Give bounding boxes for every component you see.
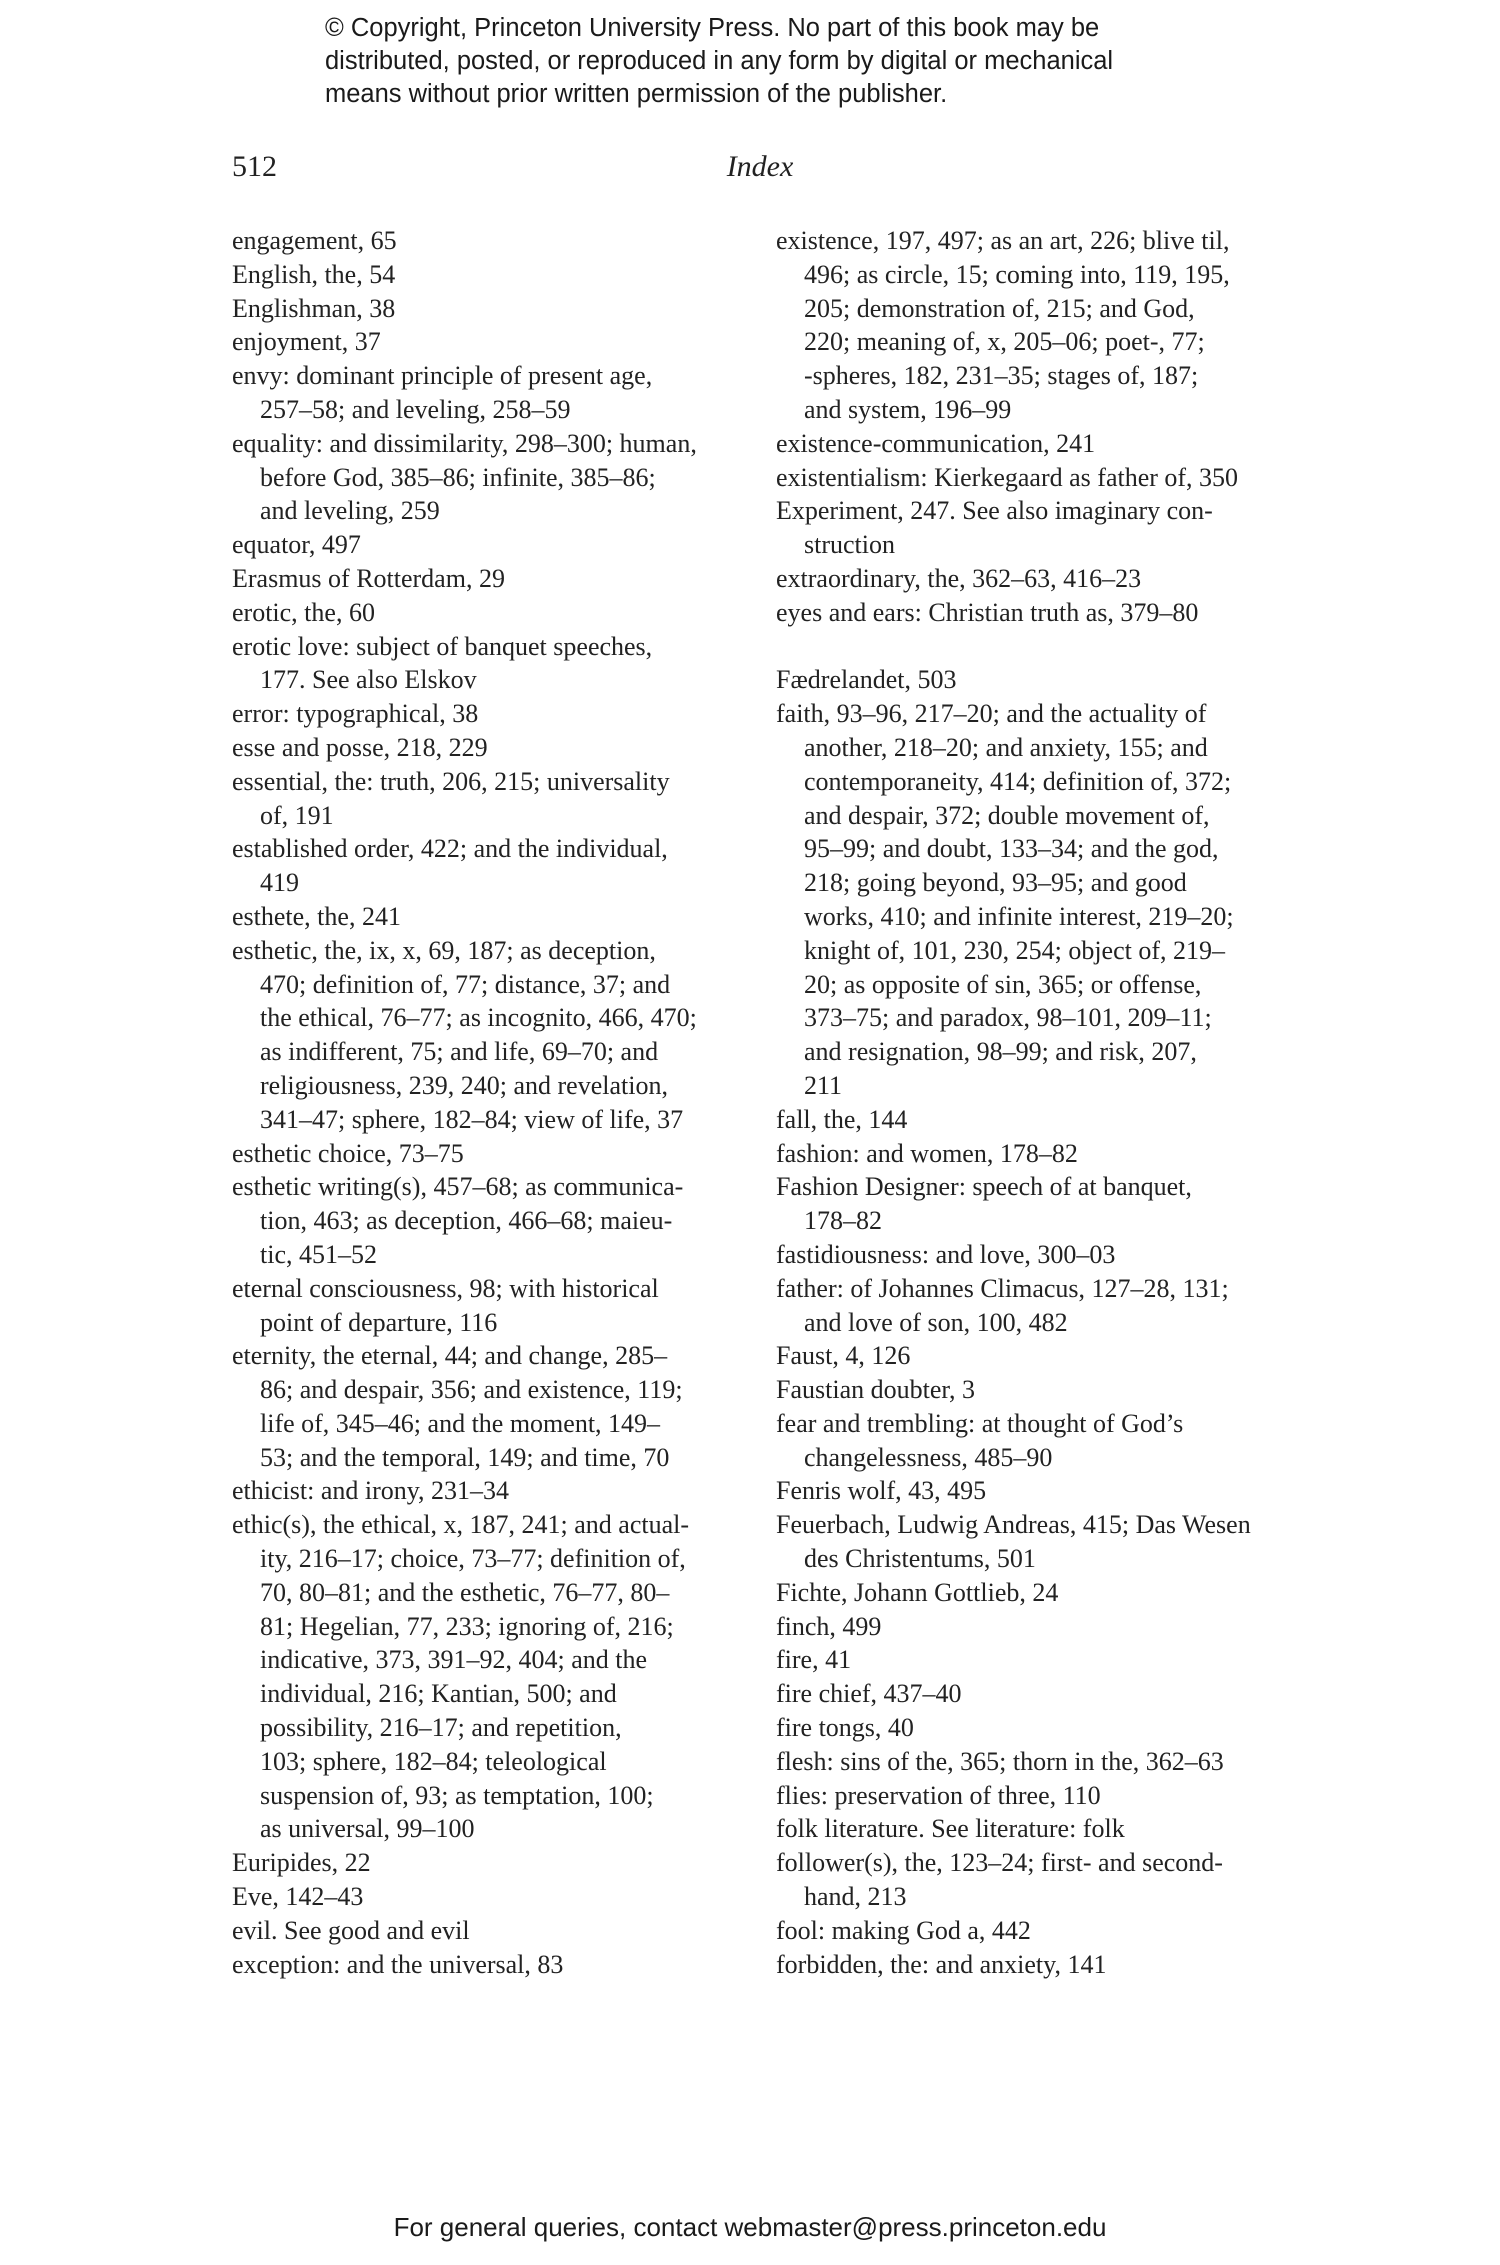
index-entry-line: works, 410; and infinite interest, 219–20;: [804, 901, 1234, 931]
index-entry-line: as indifferent, 75; and life, 69–70; and: [260, 1037, 659, 1067]
index-entry: [776, 1272, 1306, 1340]
index-entry-line: eternity, the eternal, 44; and change, 285–: [232, 1341, 668, 1371]
index-entry: [232, 325, 752, 359]
running-head: Index: [726, 150, 794, 183]
index-entry-line: of, 191: [260, 800, 334, 830]
index-entry-line: Fichte, Johann Gottlieb, 24: [776, 1577, 1059, 1607]
index-entry: [776, 1474, 1306, 1508]
index-entry-line: forbidden, the: and anxiety, 141: [776, 1949, 1107, 1979]
index-entry-line: esthetic writing(s), 457–68; as communica-: [232, 1172, 684, 1202]
index-entry-line: Eve, 142–43: [232, 1882, 364, 1912]
index-column-right: [776, 224, 1306, 1981]
index-entry-line: engagement, 65: [232, 226, 397, 255]
index-entry-line: fire tongs, 40: [776, 1713, 914, 1743]
index-entry-line: 81; Hegelian, 77, 233; ignoring of, 216;: [260, 1611, 674, 1641]
index-entry: [776, 663, 1306, 697]
index-entry: [776, 224, 1306, 427]
index-entry-line: 373–75; and paradox, 98–101, 209–11;: [804, 1003, 1212, 1033]
index-entry-line: des Christentums, 501: [804, 1544, 1036, 1574]
index-entry-line: indicative, 373, 391–92, 404; and the: [260, 1645, 648, 1675]
index-entry-line: ity, 216–17; choice, 73–77; definition of,: [260, 1544, 686, 1574]
index-entry-line: fool: making God a, 442: [776, 1915, 1031, 1945]
index-column-left: [232, 224, 752, 1981]
index-entry: [232, 1880, 752, 1914]
index-entry-line: and system, 196–99: [804, 394, 1012, 424]
index-entry: [232, 765, 752, 833]
index-entry-line: envy: dominant principle of present age,: [232, 361, 653, 391]
copyright-line: means without prior written permission of the publisher.: [325, 80, 948, 108]
index-entry-line: fire chief, 437–40: [776, 1679, 962, 1709]
index-entry: [776, 1812, 1306, 1846]
index-entry-line: -spheres, 182, 231–35; stages of, 187;: [804, 361, 1199, 391]
index-entry: [232, 292, 752, 326]
index-entry: [776, 596, 1306, 630]
index-entry-line: hand, 213: [804, 1882, 907, 1912]
index-entry-line: equality: and dissimilarity, 298–300; human,: [232, 428, 697, 458]
index-entry: [776, 1508, 1306, 1576]
page-number: 512: [232, 150, 277, 183]
index-entry-line: before God, 385–86; infinite, 385–86;: [260, 462, 656, 492]
index-entry: [232, 1474, 752, 1508]
index-entry-line: esthete, the, 241: [232, 901, 401, 931]
index-entry: [232, 1948, 752, 1982]
copyright-notice: [325, 12, 1325, 111]
index-entry: [776, 1643, 1306, 1677]
index-entry: [232, 1914, 752, 1948]
index-entry-line: as universal, 99–100: [260, 1814, 475, 1844]
index-entry: [776, 1339, 1306, 1373]
index-entry-line: tic, 451–52: [260, 1239, 377, 1269]
index-entry-line: changelessness, 485–90: [804, 1442, 1053, 1472]
index-entry-line: and resignation, 98–99; and risk, 207,: [804, 1037, 1197, 1067]
index-entry-line: 218; going beyond, 93–95; and good: [804, 868, 1187, 898]
index-entry-line: eternal consciousness, 98; with historical: [232, 1273, 659, 1303]
index-entry: [776, 1170, 1306, 1238]
index-entry: [776, 562, 1306, 596]
index-entry-line: flies: preservation of three, 110: [776, 1780, 1101, 1810]
index-entry-line: point of departure, 116: [260, 1307, 498, 1337]
index-entry-line: fall, the, 144: [776, 1104, 908, 1134]
index-entry: [776, 1373, 1306, 1407]
index-entry-line: fashion: and women, 178–82: [776, 1138, 1078, 1168]
index-entry-line: possibility, 216–17; and repetition,: [260, 1713, 622, 1743]
index-entry-line: existence-communication, 241: [776, 428, 1096, 458]
index-entry: [232, 562, 752, 596]
index-entry-line: evil. See good and evil: [232, 1915, 470, 1945]
index-entry-line: finch, 499: [776, 1611, 882, 1641]
index-entry-line: Faust, 4, 126: [776, 1341, 911, 1371]
index-entry: [776, 427, 1306, 461]
index-entry-line: extraordinary, the, 362–63, 416–23: [776, 563, 1142, 593]
index-entry-line: existentialism: Kierkegaard as father of, 350: [776, 462, 1239, 492]
index-entry-line: 95–99; and doubt, 133–34; and the god,: [804, 834, 1219, 864]
index-entry: [232, 596, 752, 630]
footer-contact: For general queries, contact webmaster@press.princeton.edu: [393, 2212, 1107, 2242]
index-entry-line: fire, 41: [776, 1645, 852, 1675]
index-entry: [776, 1610, 1306, 1644]
index-entry-line: folk literature. See literature: folk: [776, 1814, 1125, 1844]
index-entry-line: 86; and despair, 356; and existence, 119;: [260, 1375, 683, 1405]
index-entry: [776, 1711, 1306, 1745]
index-entry: [232, 934, 752, 1137]
index-entry-line: and leveling, 259: [260, 496, 440, 526]
index-entry-line: Faustian doubter, 3: [776, 1375, 975, 1405]
index-entry-line: erotic love: subject of banquet speeches,: [232, 631, 653, 661]
letter-group-spacer: [776, 630, 1306, 664]
index-entry-line: another, 218–20; and anxiety, 155; and: [804, 732, 1208, 762]
index-entry-line: suspension of, 93; as temptation, 100;: [260, 1780, 654, 1810]
index-entry: [232, 900, 752, 934]
index-entry-line: essential, the: truth, 206, 215; universality: [232, 766, 670, 796]
index-entry-line: error: typographical, 38: [232, 699, 479, 729]
index-entry-line: 103; sphere, 182–84; teleological: [260, 1746, 607, 1776]
index-entry: [232, 1339, 752, 1474]
index-entry-line: 205; demonstration of, 215; and God,: [804, 293, 1195, 323]
index-entry-line: follower(s), the, 123–24; first- and second-: [776, 1848, 1223, 1878]
index-entry-line: individual, 216; Kantian, 500; and: [260, 1679, 617, 1709]
index-entry-line: esthetic, the, ix, x, 69, 187; as deception,: [232, 935, 656, 965]
index-entry-line: faith, 93–96, 217–20; and the actuality of: [776, 699, 1207, 729]
index-entry-line: Feuerbach, Ludwig Andreas, 415; Das Wesen: [776, 1510, 1251, 1540]
index-entry-line: knight of, 101, 230, 254; object of, 219–: [804, 935, 1226, 965]
index-entry: [776, 697, 1306, 1103]
index-entry-line: ethicist: and irony, 231–34: [232, 1476, 510, 1506]
index-entry: [232, 224, 752, 258]
index-entry: [232, 1272, 752, 1340]
index-entry-line: Fædrelandet, 503: [776, 665, 957, 695]
index-entry-line: 178–82: [804, 1206, 882, 1236]
index-entry-line: Fashion Designer: speech of at banquet,: [776, 1172, 1192, 1202]
index-entry-line: 177. See also Elskov: [260, 665, 477, 695]
index-entry: [776, 1137, 1306, 1171]
index-entry: [776, 461, 1306, 495]
index-entry-line: eyes and ears: Christian truth as, 379–80: [776, 597, 1199, 627]
index-entry-line: 70, 80–81; and the esthetic, 76–77, 80–: [260, 1577, 670, 1607]
index-entry-line: 470; definition of, 77; distance, 37; and: [260, 969, 671, 999]
index-entry-line: and love of son, 100, 482: [804, 1307, 1068, 1337]
index-entry-line: 211: [804, 1070, 843, 1100]
index-entry: [776, 1948, 1306, 1982]
index-entry-line: struction: [804, 530, 895, 560]
index-entry: [776, 494, 1306, 562]
index-entry-line: Experiment, 247. See also imaginary con-: [776, 496, 1213, 526]
index-entry-line: the ethical, 76–77; as incognito, 466, 470;: [260, 1003, 697, 1033]
index-entry-line: 419: [260, 868, 299, 898]
index-entry-line: ethic(s), the ethical, x, 187, 241; and actual-: [232, 1510, 690, 1540]
index-entry: [232, 697, 752, 731]
index-entry-line: esthetic choice, 73–75: [232, 1138, 464, 1168]
index-entry: [232, 630, 752, 698]
index-entry: [776, 1745, 1306, 1779]
index-entry-line: enjoyment, 37: [232, 327, 381, 357]
index-entry: [776, 1576, 1306, 1610]
index-entry-line: erotic, the, 60: [232, 597, 375, 627]
index-entry: [232, 731, 752, 765]
index-entry-line: Erasmus of Rotterdam, 29: [232, 563, 505, 593]
index-entry-line: equator, 497: [232, 530, 361, 560]
index-entry-line: and despair, 372; double movement of,: [804, 800, 1210, 830]
index-entry: [232, 427, 752, 528]
index-entry: [232, 359, 752, 427]
index-entry-line: English, the, 54: [232, 259, 396, 289]
index-entry: [232, 1137, 752, 1171]
index-entry-line: father: of Johannes Climacus, 127–28, 131;: [776, 1273, 1229, 1303]
index-entry-line: established order, 422; and the individual,: [232, 834, 668, 864]
index-entry-line: 496; as circle, 15; coming into, 119, 195,: [804, 259, 1230, 289]
index-entry: [776, 1914, 1306, 1948]
index-entry: [232, 528, 752, 562]
index-entry-line: life of, 345–46; and the moment, 149–: [260, 1408, 661, 1438]
index-entry: [776, 1677, 1306, 1711]
index-entry: [232, 1846, 752, 1880]
index-entry-line: flesh: sins of the, 365; thorn in the, 362–63: [776, 1746, 1224, 1776]
index-entry-line: existence, 197, 497; as an art, 226; blive til,: [776, 226, 1230, 255]
index-entry: [232, 832, 752, 900]
index-entry: [232, 258, 752, 292]
index-entry: [776, 1407, 1306, 1475]
index-entry-line: Euripides, 22: [232, 1848, 371, 1878]
index-entry: [232, 1170, 752, 1271]
index-entry: [776, 1238, 1306, 1272]
index-entry: [776, 1846, 1306, 1914]
index-entry-line: 257–58; and leveling, 258–59: [260, 394, 571, 424]
index-entry: [776, 1103, 1306, 1137]
index-entry-line: esse and posse, 218, 229: [232, 732, 488, 762]
copyright-line: distributed, posted, or reproduced in any form by digital or mechanical: [325, 47, 1114, 75]
index-entry-line: 20; as opposite of sin, 365; or offense,: [804, 969, 1202, 999]
index-entry-line: contemporaneity, 414; definition of, 372;: [804, 766, 1232, 796]
index-entry-line: tion, 463; as deception, 466–68; maieu-: [260, 1206, 673, 1236]
index-entry-line: Englishman, 38: [232, 293, 396, 323]
copyright-line: © Copyright, Princeton University Press. No part of this book may be: [325, 14, 1100, 42]
index-entry-line: fastidiousness: and love, 300–03: [776, 1239, 1116, 1269]
index-entry: [232, 1508, 752, 1846]
index-entry-line: exception: and the universal, 83: [232, 1949, 564, 1979]
index-entry-line: 53; and the temporal, 149; and time, 70: [260, 1442, 670, 1472]
index-entry-line: fear and trembling: at thought of God’s: [776, 1408, 1184, 1438]
index-entry-line: 220; meaning of, x, 205–06; poet-, 77;: [804, 327, 1205, 357]
index-entry: [776, 1779, 1306, 1813]
index-entry-line: 341–47; sphere, 182–84; view of life, 37: [260, 1104, 684, 1134]
index-entry-line: religiousness, 239, 240; and revelation,: [260, 1070, 668, 1100]
index-entry-line: Fenris wolf, 43, 495: [776, 1476, 987, 1506]
